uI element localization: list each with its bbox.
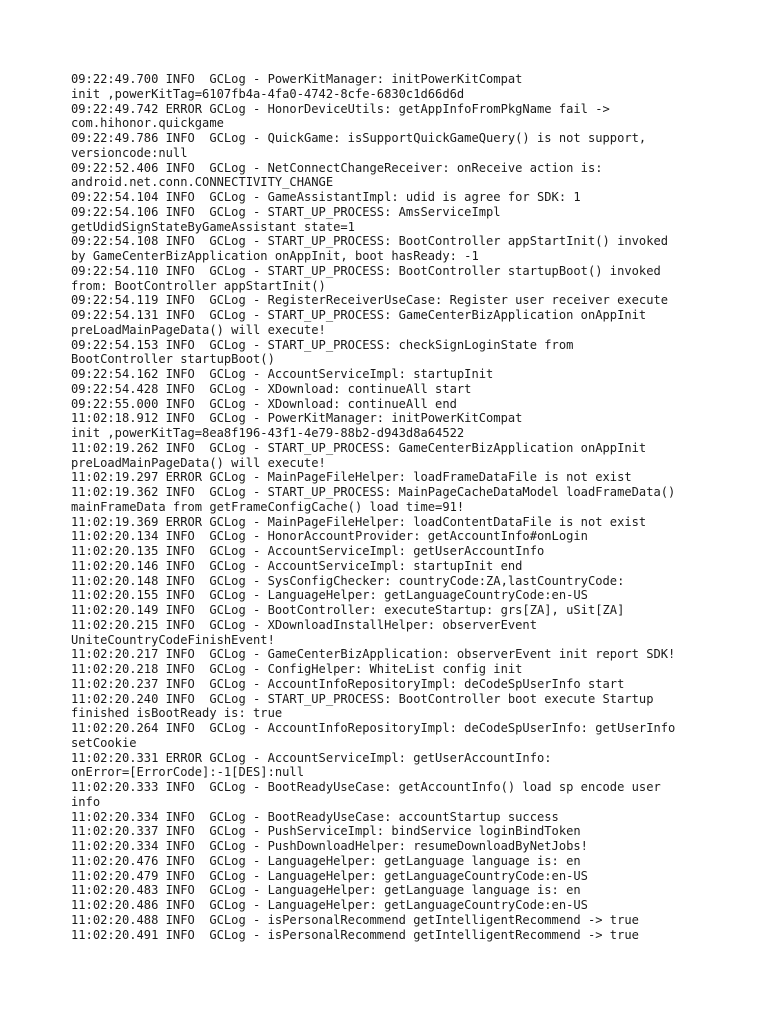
log-line: 11:02:20.479 INFO GCLog - LanguageHelper: getLanguageCountryCode:en-US <box>71 868 588 883</box>
log-line: 11:02:19.262 INFO GCLog - START_UP_PROCESS: GameCenterBizApplication onAppInit <box>71 440 647 455</box>
log-line: 09:22:54.428 INFO GCLog - XDownload: continueAll start <box>71 381 472 396</box>
log-line: mainFrameData from getFrameConfigCache() load time=91! <box>71 499 465 514</box>
log-line: 11:02:20.149 INFO GCLog - BootController: executeStartup: grs[ZA], uSit[ZA] <box>71 603 625 617</box>
log-line: 09:22:54.110 INFO GCLog - START_UP_PROCESS: BootController startupBoot() invoked <box>71 263 661 278</box>
log-line: 09:22:54.119 INFO GCLog - RegisterReceiverUseCase: Register user receiver execute <box>71 293 669 308</box>
log-line: 09:22:54.104 INFO GCLog - GameAssistantImpl: udid is agree for SDK: 1 <box>71 190 581 204</box>
log-line: com.hihonor.quickgame <box>71 116 224 131</box>
log-line: 09:22:54.106 INFO GCLog - START_UP_PROCESS: AmsServiceImpl <box>71 204 501 219</box>
log-line: UniteCountryCodeFinishEvent! <box>71 632 275 647</box>
log-document <box>71 72 751 942</box>
log-line: 09:22:54.162 INFO GCLog - AccountServiceImpl: startupInit <box>71 367 494 381</box>
log-line: 11:02:20.483 INFO GCLog - LanguageHelper: getLanguage language is: en <box>71 883 581 898</box>
log-line: 09:22:52.406 INFO GCLog - NetConnectChangeReceiver: onReceive action is: <box>71 160 603 175</box>
log-line: 11:02:20.148 INFO GCLog - SysConfigChecker: countryCode:ZA,lastCountryCode: <box>71 573 625 588</box>
log-line: 11:02:20.491 INFO GCLog - isPersonalRecommend getIntelligentRecommend -> true <box>71 927 639 942</box>
log-line: setCookie <box>71 735 137 750</box>
log-line: 11:02:20.135 INFO GCLog - AccountServiceImpl: getUserAccountInfo <box>71 544 545 558</box>
log-line: 11:02:20.337 INFO GCLog - PushServiceImpl: bindService loginBindToken <box>71 824 581 839</box>
log-line: 11:02:20.218 INFO GCLog - ConfigHelper: WhiteList config init <box>71 662 523 676</box>
log-line: 11:02:20.155 INFO GCLog - LanguageHelper: getLanguageCountryCode:en-US <box>71 588 588 603</box>
log-line: onError=[ErrorCode]:-1[DES]:null <box>71 765 304 780</box>
log-line: BootController startupBoot() <box>71 352 275 367</box>
log-line: 09:22:54.131 INFO GCLog - START_UP_PROCESS: GameCenterBizApplication onAppInit <box>71 308 647 322</box>
log-line: 11:02:20.264 INFO GCLog - AccountInfoRepositoryImpl: deCodeSpUserInfo: getUserInfo <box>71 721 676 735</box>
log-line: 11:02:20.146 INFO GCLog - AccountServiceImpl: startupInit end <box>71 558 523 573</box>
log-line: preLoadMainPageData() will execute! <box>71 322 326 337</box>
log-line: getUdidSignStateByGameAssistant state=1 <box>71 219 355 234</box>
log-line: 11:02:20.331 ERROR GCLog - AccountServiceImpl: getUserAccountInfo: <box>71 750 552 765</box>
log-line: 11:02:20.334 INFO GCLog - BootReadyUseCase: accountStartup success <box>71 809 559 824</box>
log-line: 11:02:20.334 INFO GCLog - PushDownloadHelper: resumeDownloadByNetJobs! <box>71 839 588 853</box>
log-line: 09:22:49.786 INFO GCLog - QuickGame: isSupportQuickGameQuery() is not support, <box>71 131 647 145</box>
log-line: 11:02:20.215 INFO GCLog - XDownloadInstallHelper: observerEvent <box>71 617 537 632</box>
log-line: 11:02:19.369 ERROR GCLog - MainPageFileHelper: loadContentDataFile is not exist <box>71 514 647 529</box>
log-line: from: BootController appStartInit() <box>71 278 326 293</box>
log-line: versioncode:null <box>71 145 188 160</box>
log-line: 11:02:19.362 INFO GCLog - START_UP_PROCESS: MainPageCacheDataModel loadFrameData() <box>71 485 676 499</box>
log-line: 11:02:20.476 INFO GCLog - LanguageHelper: getLanguage language is: en <box>71 853 581 868</box>
log-line: 11:02:20.134 INFO GCLog - HonorAccountProvider: getAccountInfo#onLogin <box>71 529 588 544</box>
log-line: 11:02:19.297 ERROR GCLog - MainPageFileHelper: loadFrameDataFile is not exist <box>71 470 632 485</box>
log-line: android.net.conn.CONNECTIVITY_CHANGE <box>71 175 334 190</box>
log-line: 11:02:20.333 INFO GCLog - BootReadyUseCase: getAccountInfo() load sp encode user <box>71 780 661 794</box>
log-line: 09:22:49.742 ERROR GCLog - HonorDeviceUtils: getAppInfoFromPkgName fail -> <box>71 101 610 116</box>
log-line: 11:02:18.912 INFO GCLog - PowerKitManager: initPowerKitCompat <box>71 411 523 426</box>
log-line: info <box>71 794 101 809</box>
log-line: 11:02:20.237 INFO GCLog - AccountInfoRepositoryImpl: deCodeSpUserInfo start <box>71 676 625 691</box>
log-line: 09:22:54.153 INFO GCLog - START_UP_PROCESS: checkSignLoginState from <box>71 337 574 352</box>
log-line: 11:02:20.217 INFO GCLog - GameCenterBizApplication: observerEvent init report SDK! <box>71 647 676 662</box>
log-line: init ,powerKitTag=6107fb4a-4fa0-4742-8cfe-6830c1d66d6d <box>71 86 465 101</box>
log-line: init ,powerKitTag=8ea8f196-43f1-4e79-88b2-d943d8a64522 <box>71 426 465 440</box>
log-line: finished isBootReady is: true <box>71 706 283 721</box>
log-line: by GameCenterBizApplication onAppInit, boot hasReady: -1 <box>71 249 479 263</box>
log-line: 09:22:55.000 INFO GCLog - XDownload: continueAll end <box>71 396 457 411</box>
log-line: 09:22:54.108 INFO GCLog - START_UP_PROCESS: BootController appStartInit() invoked <box>71 234 669 249</box>
log-line: 09:22:49.700 INFO GCLog - PowerKitManager: initPowerKitCompat <box>71 72 523 86</box>
log-line: preLoadMainPageData() will execute! <box>71 455 326 470</box>
log-line: 11:02:20.240 INFO GCLog - START_UP_PROCESS: BootController boot execute Startup <box>71 691 654 706</box>
log-line: 11:02:20.488 INFO GCLog - isPersonalRecommend getIntelligentRecommend -> true <box>71 912 639 927</box>
log-line: 11:02:20.486 INFO GCLog - LanguageHelper: getLanguageCountryCode:en-US <box>71 898 588 912</box>
